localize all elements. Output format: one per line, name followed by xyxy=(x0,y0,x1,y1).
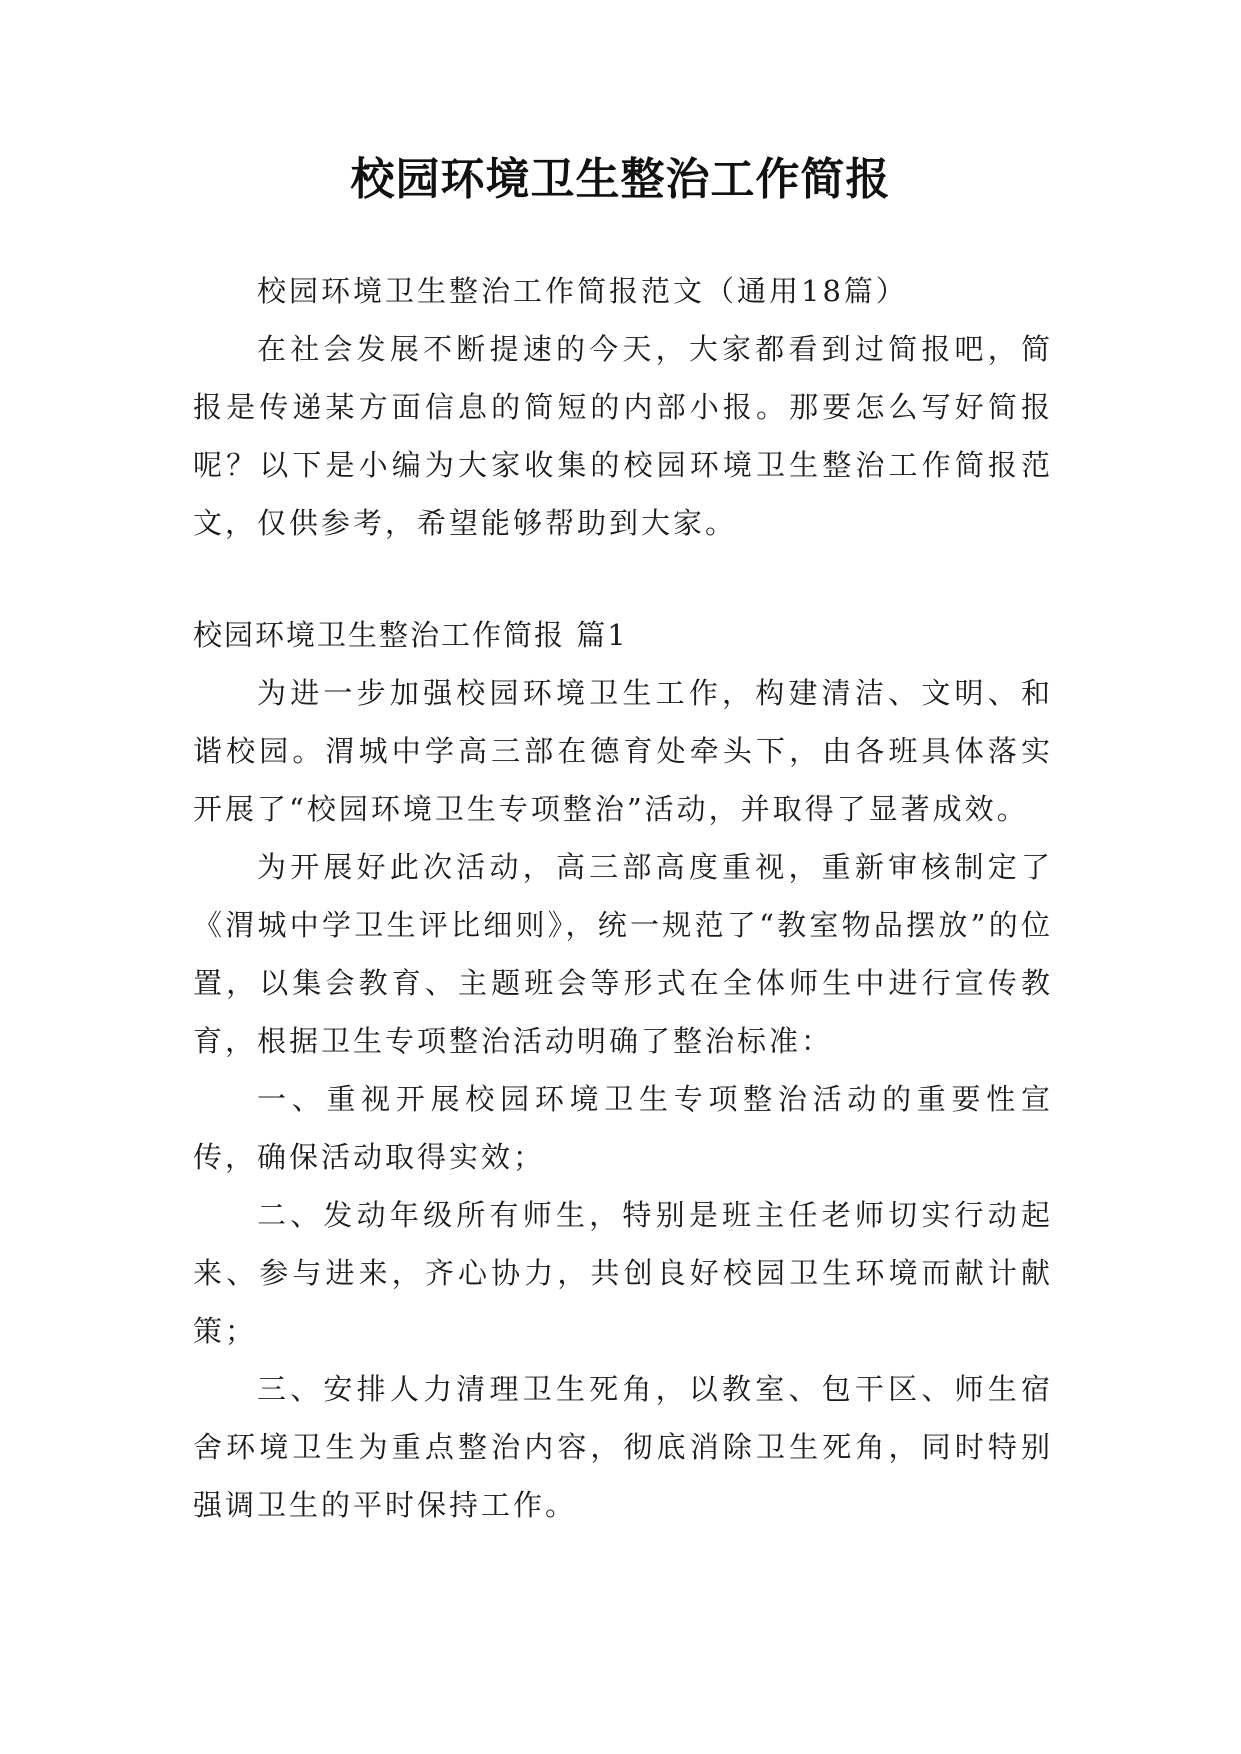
section-spacer xyxy=(193,552,1053,606)
document-body xyxy=(193,262,1053,1534)
body-paragraph-4: 二、发动年级所有师生，特别是班主任老师切实行动起来、参与进来，齐心协力，共创良好校园卫生环境而献计献策； xyxy=(193,1198,1053,1348)
body-paragraph-2: 为开展好此次活动，高三部高度重视，重新审核制定了《渭城中学卫生评比细则》，统一规范了“教室物品摆放”的位置，以集会教育、主题班会等形式在全体师生中进行宣传教育，根据卫生专项整治活动明确了整治标准： xyxy=(193,850,1053,1058)
document-title: 校园环境卫生整治工作简报 xyxy=(350,154,891,205)
body-paragraph-3: 一、重视开展校园环境卫生专项整治活动的重要性宣传，确保活动取得实效； xyxy=(193,1082,1053,1174)
document-subtitle: 校园环境卫生整治工作简报范文（通用18篇） xyxy=(257,274,908,308)
body-paragraph-5: 三、安排人力清理卫生死角，以教室、包干区、师生宿舍环境卫生为重点整治内容，彻底消除卫生死角，同时特别强调卫生的平时保持工作。 xyxy=(193,1372,1053,1522)
body-paragraph-1: 为进一步加强校园环境卫生工作，构建清洁、文明、和谐校园。渭城中学高三部在德育处牵头下，由各班具体落实开展了“校园环境卫生专项整治”活动，并取得了显著成效。 xyxy=(193,676,1053,826)
intro-paragraph: 在社会发展不断提速的今天，大家都看到过简报吧，简报是传递某方面信息的简短的内部小报。那要怎么写好简报呢？以下是小编为大家收集的校园环境卫生整治工作简报范文，仅供参考，希望能够帮助到大家。 xyxy=(193,332,1053,540)
section-heading: 校园环境卫生整治工作简报 篇1 xyxy=(193,618,628,652)
